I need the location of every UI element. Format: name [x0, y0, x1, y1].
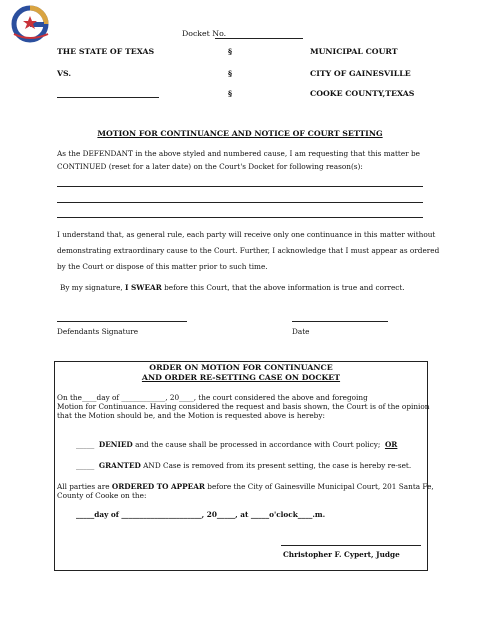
judge-signature-line[interactable] — [281, 545, 421, 546]
reason-line-1[interactable] — [57, 186, 423, 187]
or-label: OR — [384, 440, 398, 449]
defendant-name-field[interactable] — [57, 97, 159, 98]
motion-para2-line3: by the Court or dispose of this matter prior to such time. — [57, 262, 268, 271]
denied-checkbox-blank[interactable]: _____ — [76, 440, 95, 449]
section-mark-1: § — [228, 47, 233, 56]
reason-line-2[interactable] — [57, 202, 423, 203]
granted-checkbox-blank[interactable]: _____ — [76, 461, 95, 470]
docket-label: Docket No. — [182, 29, 227, 38]
granted-option[interactable]: _____ GRANTED AND Case is removed from its present setting, the case is hereby re-set. — [76, 461, 412, 470]
order-p1-line3: that the Motion should be, and the Motion is requested above is hereby: — [57, 411, 325, 420]
motion-para2-line2: demonstrating extraordinary cause to the Court. Further, I acknowledge that I must appear as ordered — [57, 246, 440, 255]
caption-vs: VS. — [57, 69, 72, 78]
motion-para1-line2: CONTINUED (reset for a later date) on the Court's Docket for following reason(s): — [57, 162, 363, 171]
order-p1-line2: Motion for Continuance. Having considered the request and basis shown, the Court is of the opinion — [57, 402, 430, 411]
order-title-1: ORDER ON MOTION FOR CONTINUANCE — [149, 363, 333, 372]
section-mark-3: § — [228, 89, 233, 98]
caption-city: CITY OF GAINESVILLE — [310, 69, 411, 78]
caption-state: THE STATE OF TEXAS — [57, 47, 155, 56]
reset-date-line[interactable]: _____day of ______________________, 20_____, at _____o'clock____.m. — [76, 510, 326, 519]
order-p1-line1: On the____day of ____________, 20____, the court considered the above and foregoing — [57, 393, 368, 402]
defendant-signature-line[interactable] — [57, 321, 187, 322]
appear-line1: All parties are ORDERED TO APPEAR before the City of Gainesville Municipal Court, 201 Santa Fe, — [57, 482, 434, 491]
caption-county: COOKE COUNTY,TEXAS — [310, 89, 415, 98]
motion-title: MOTION FOR CONTINUANCE AND NOTICE OF COURT SETTING — [97, 129, 383, 138]
docket-number-field[interactable] — [215, 38, 303, 39]
reason-line-3[interactable] — [57, 217, 423, 218]
defendant-signature-label: Defendants Signature — [57, 327, 139, 336]
appear-line2: County of Cooke on the: — [57, 491, 147, 500]
signature-date-label: Date — [292, 327, 310, 336]
swear-statement: By my signature, I SWEAR before this Court, that the above information is true and correct. — [60, 283, 405, 292]
order-title-2: AND ORDER RE-SETTING CASE ON DOCKET — [141, 373, 341, 382]
motion-para2-line1: I understand that, as general rule, each party will receive only one continuance in this matter without — [57, 230, 436, 239]
signature-date-line[interactable] — [292, 321, 388, 322]
judge-name: Christopher F. Cypert, Judge — [283, 550, 400, 559]
caption-court: MUNICIPAL COURT — [310, 47, 398, 56]
city-seal-logo — [8, 4, 56, 44]
motion-para1-line1: As the DEFENDANT in the above styled and numbered cause, I am requesting that this matter be — [57, 149, 420, 158]
denied-option[interactable]: _____ DENIED and the cause shall be processed in accordance with Court policy; OR — [76, 440, 398, 449]
section-mark-2: § — [228, 69, 233, 78]
